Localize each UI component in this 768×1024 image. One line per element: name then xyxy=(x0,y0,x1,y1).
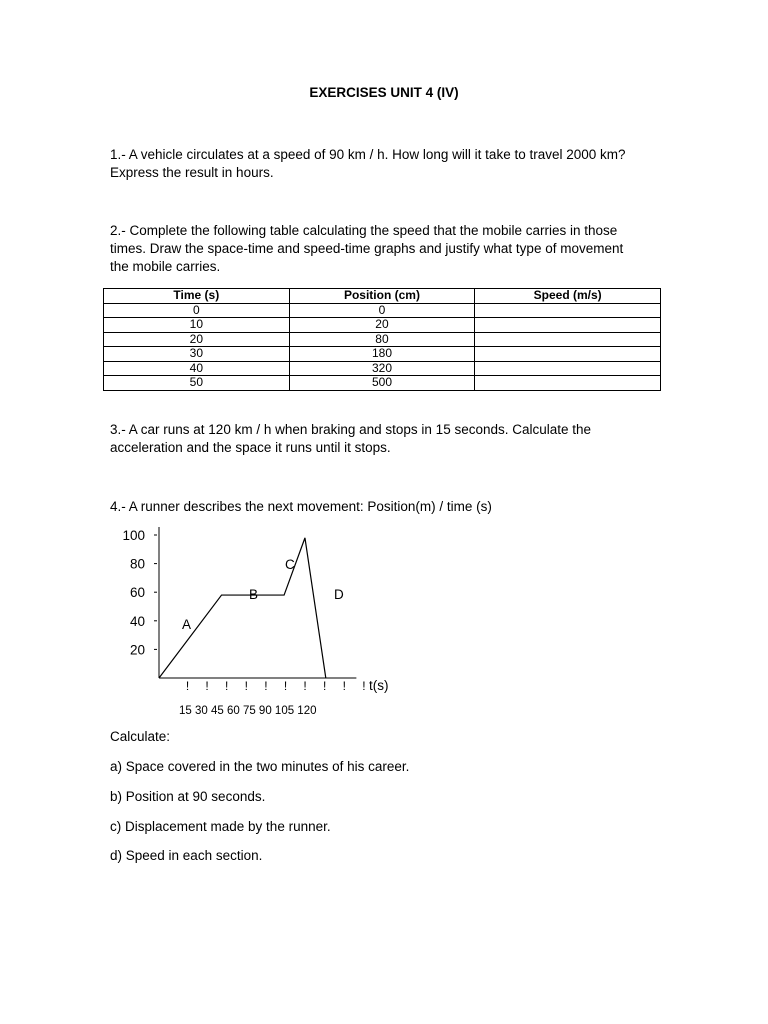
cell-time: 40 xyxy=(104,361,290,376)
question-4-line-1: 4.- A runner describes the next movement: Position(m) / time (s) xyxy=(110,499,492,514)
question-1 xyxy=(110,146,670,182)
x-tick-mark: ! xyxy=(323,679,327,693)
chart-axes xyxy=(159,527,356,678)
x-axis-label: t(s) xyxy=(369,678,389,693)
section-label-c: C xyxy=(285,557,295,572)
section-label-b: B xyxy=(249,587,259,602)
calculate-heading: Calculate: xyxy=(110,729,171,744)
cell-speed[interactable] xyxy=(475,318,661,333)
x-tick-mark: ! xyxy=(283,679,288,693)
x-tick-mark: ! xyxy=(342,679,346,693)
cell-time: 20 xyxy=(104,332,290,347)
y-ticks xyxy=(122,528,157,657)
y-tick-label: 20 xyxy=(129,642,145,658)
cell-position: 180 xyxy=(289,347,475,362)
calculate-d: d) Speed in each section. xyxy=(110,848,263,863)
table-header-row xyxy=(104,289,661,304)
cell-position: 20 xyxy=(289,318,475,333)
calculate-b: b) Position at 90 seconds. xyxy=(110,789,266,804)
calculate-a: a) Space covered in the two minutes of his career. xyxy=(110,759,410,774)
table-row xyxy=(104,332,661,347)
cell-speed[interactable] xyxy=(475,347,661,362)
question-2-line-2: times. Draw the space-time and speed-time graphs and justify what type of movement xyxy=(110,241,624,256)
section-label-d: D xyxy=(334,587,344,602)
table-row xyxy=(104,376,661,391)
x-tick-mark: ! xyxy=(205,679,209,693)
calculate-c: c) Displacement made by the runner. xyxy=(110,819,331,834)
header-time: Time (s) xyxy=(104,289,290,304)
question-1-line-1: 1.- A vehicle circulates at a speed of 90 km / h. How long will it take to travel 2000 km? xyxy=(110,147,626,162)
question-2-line-1: 2.- Complete the following table calculating the speed that the mobile carries in those xyxy=(110,223,618,238)
cell-time: 30 xyxy=(104,347,290,362)
y-tick-label: 40 xyxy=(129,613,145,629)
cell-speed[interactable] xyxy=(475,332,661,347)
question-4 xyxy=(110,498,670,516)
x-tick-mark: ! xyxy=(185,679,190,693)
section-label-a: A xyxy=(182,617,192,632)
question-3-line-1: 3.- A car runs at 120 km / h when braking and stops in 15 seconds. Calculate the xyxy=(110,422,592,437)
cell-speed[interactable] xyxy=(475,361,661,376)
x-ticks xyxy=(186,679,366,693)
cell-speed[interactable] xyxy=(475,303,661,318)
question-3 xyxy=(110,421,670,457)
y-tick-label: 60 xyxy=(129,585,145,601)
question-2 xyxy=(110,222,670,276)
cell-position: 0 xyxy=(289,303,475,318)
y-tick-label: 80 xyxy=(129,556,145,572)
table-row xyxy=(104,318,661,333)
x-tick-mark: ! xyxy=(244,679,248,693)
cell-time: 0 xyxy=(104,303,290,318)
cell-position: 320 xyxy=(289,361,475,376)
question-2-line-3: the mobile carries. xyxy=(110,259,221,274)
cell-speed[interactable] xyxy=(475,376,661,391)
x-tick-mark: ! xyxy=(225,679,229,693)
question-1-line-2: Express the result in hours. xyxy=(110,165,274,180)
speed-table xyxy=(103,288,661,391)
table-row xyxy=(104,361,661,376)
header-position: Position (cm) xyxy=(289,289,475,304)
question-3-line-2: acceleration and the space it runs until it stops. xyxy=(110,440,391,455)
table-row xyxy=(104,303,661,318)
x-tick-mark: ! xyxy=(362,679,366,693)
cell-time: 50 xyxy=(104,376,290,391)
header-speed: Speed (m/s) xyxy=(475,289,661,304)
x-tick-labels: 15 30 45 60 75 90 105 120 xyxy=(179,705,317,717)
y-tick-label: 100 xyxy=(122,528,145,543)
table-row xyxy=(104,347,661,362)
cell-position: 80 xyxy=(289,332,475,347)
position-time-chart xyxy=(100,515,420,725)
page-title: EXERCISES UNIT 4 (IV) xyxy=(309,85,459,100)
cell-time: 10 xyxy=(104,318,290,333)
cell-position: 500 xyxy=(289,376,475,391)
x-tick-mark: ! xyxy=(303,679,307,693)
chart-series xyxy=(159,538,326,678)
position-line xyxy=(159,538,326,678)
x-tick-mark: ! xyxy=(264,679,268,693)
